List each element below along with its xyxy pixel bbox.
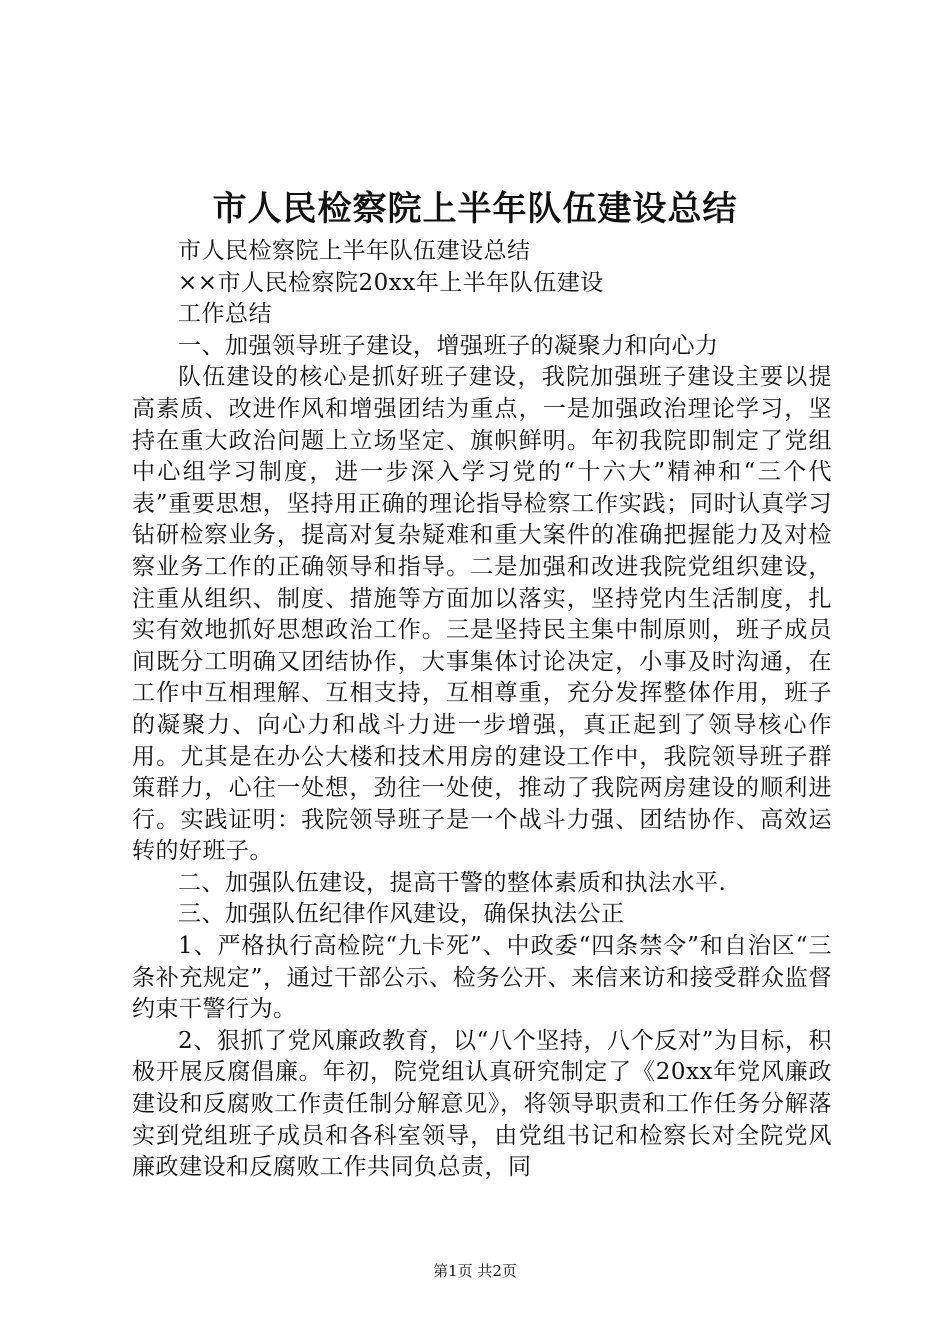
- paragraph-subtitle: 市人民检察院上半年队伍建设总结: [178, 238, 531, 264]
- paragraph-item-1: 1、严格执行高检院“九卡死”、中政委“四条禁令”和自治区“三条补充规定”，通过干部公示、检务公开、来信来访和接受群众监督约束干警行为。: [132, 933, 832, 1023]
- page-number: 第1页 共2页: [433, 1262, 517, 1280]
- document-title: 市人民检察院上半年队伍建设总结: [212, 189, 738, 229]
- document-body: [132, 236, 832, 1184]
- paragraph-heading-line1: ××市人民检察院20xx年上半年队伍建设: [178, 269, 604, 296]
- paragraph-body: 队伍建设的核心是抓好班子建设，我院加强班子建设主要以提高素质、改进作风和增强团结为重点，一是加强政治理论学习，坚持在重大政治问题上立场坚定、旗帜鲜明。年初我院即制定了党组中心组学习制度，进一步深入学习党的“十六大”精神和“三个代表”重要思想，坚持用正确的理论指导检察工作实践；同时认真学习钻研检察业务，提高对复杂疑难和重大案件的准确把握能力及对检察业务工作的正确领导和指导。二是加强和改进我院党组织建设，注重从组织、制度、措施等方面加以落实，坚持党内生活制度，扎实有效地抓好思想政治工作。三是坚持民主集中制原则，班子成员间既分工明确又团结协作，大事集体讨论决定，小事及时沟通，在工作中互相理解、互相支持，互相尊重，充分发挥整体作用，班子的凝聚力、向心力和战斗力进一步增强，真正起到了领导核心作用。尤其是在办公大楼和技术用房的建设工作中，我院领导班子群策群力，心往一处想，劲往一处使，推动了我院两房建设的顺利进行。实践证明：我院领导班子是一个战斗力强、团结协作、高效运转的好班子。: [132, 364, 832, 865]
- section-heading-3: 三、加强队伍纪律作风建设，确保执法公正: [178, 901, 625, 928]
- paragraph-heading-line2: 工作总结: [178, 301, 272, 328]
- section-heading-1: 一、加强领导班子建设，增强班子的凝聚力和向心力: [178, 332, 719, 359]
- paragraph-item-2: 2、狠抓了党风廉政教育，以“八个坚持，八个反对”为目标，积极开展反腐倡廉。年初，院党组认真研究制定了《20xx年党风廉政建设和反腐败工作责任制分解意见》，将领导职责和工作任务分解落实到党组班子成员和各科室领导，由党组书记和检察长对全院党风廉政建设和反腐败工作共同负总责，同: [132, 1027, 832, 1181]
- section-heading-2: 二、加强队伍建设，提高干警的整体素质和执法水平.: [178, 869, 727, 896]
